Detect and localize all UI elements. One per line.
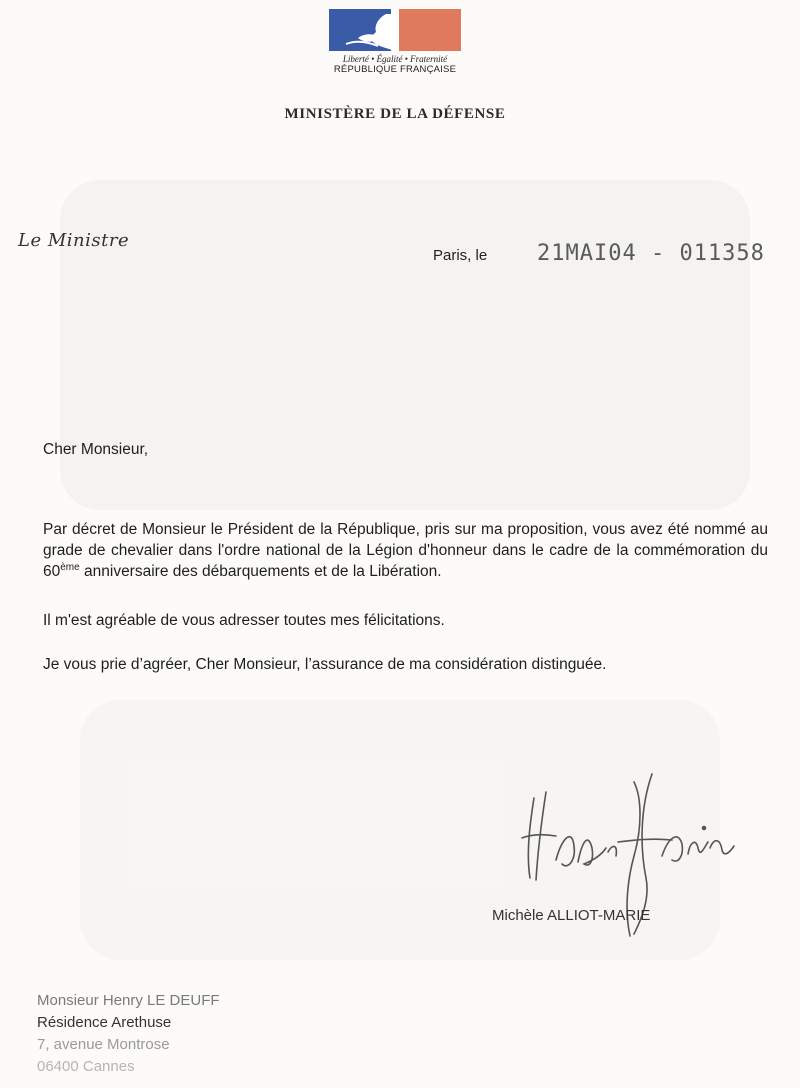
paragraph-closing: Je vous prie d’agréer, Cher Monsieur, l’assurance de ma considération distinguée. xyxy=(43,656,607,673)
paragraph-congratulations: Il m'est agréable de vous adresser toutes mes félicitations. xyxy=(43,612,445,629)
salutation: Cher Monsieur, xyxy=(43,441,149,458)
sender-title: Le Ministre xyxy=(18,230,130,251)
paragraph-decree-superscript: ème xyxy=(60,562,80,573)
republic-logo xyxy=(327,8,463,84)
logo-republic-label: RÉPUBLIQUE FRANÇAISE xyxy=(333,64,457,75)
paragraph-decree-part2: anniversaire des débarquements et de la Libération. xyxy=(79,563,442,580)
signatory-name: Michèle ALLIOT-MARIE xyxy=(492,907,651,924)
recipient-line-3: 7, avenue Montrose xyxy=(37,1036,170,1053)
recipient-line-2: Résidence Arethuse xyxy=(37,1014,172,1031)
place-date-label: Paris, le xyxy=(433,247,488,264)
paragraph-decree-part1: Par décret de Monsieur le Président de la République, pris sur ma proposition, vous avez été nommé au grade de chevalier dans l'ordre national de la Légion d'honneur dans le cadre de la commémoration du 60 xyxy=(43,521,768,580)
marianne-flag-icon xyxy=(328,8,462,52)
background-smudge xyxy=(60,180,750,510)
ministry-title: MINISTÈRE DE LA DÉFENSE xyxy=(284,106,506,122)
logo-motto: Liberté • Égalité • Fraternité xyxy=(342,54,448,64)
recipient-line-4: 06400 Cannes xyxy=(37,1058,135,1075)
paragraph-decree xyxy=(43,519,768,582)
date-reference-stamp: 21MAI04 - 011358 xyxy=(537,241,765,266)
recipient-address xyxy=(37,990,220,1078)
recipient-line-1: Monsieur Henry LE DEUFF xyxy=(37,992,220,1009)
